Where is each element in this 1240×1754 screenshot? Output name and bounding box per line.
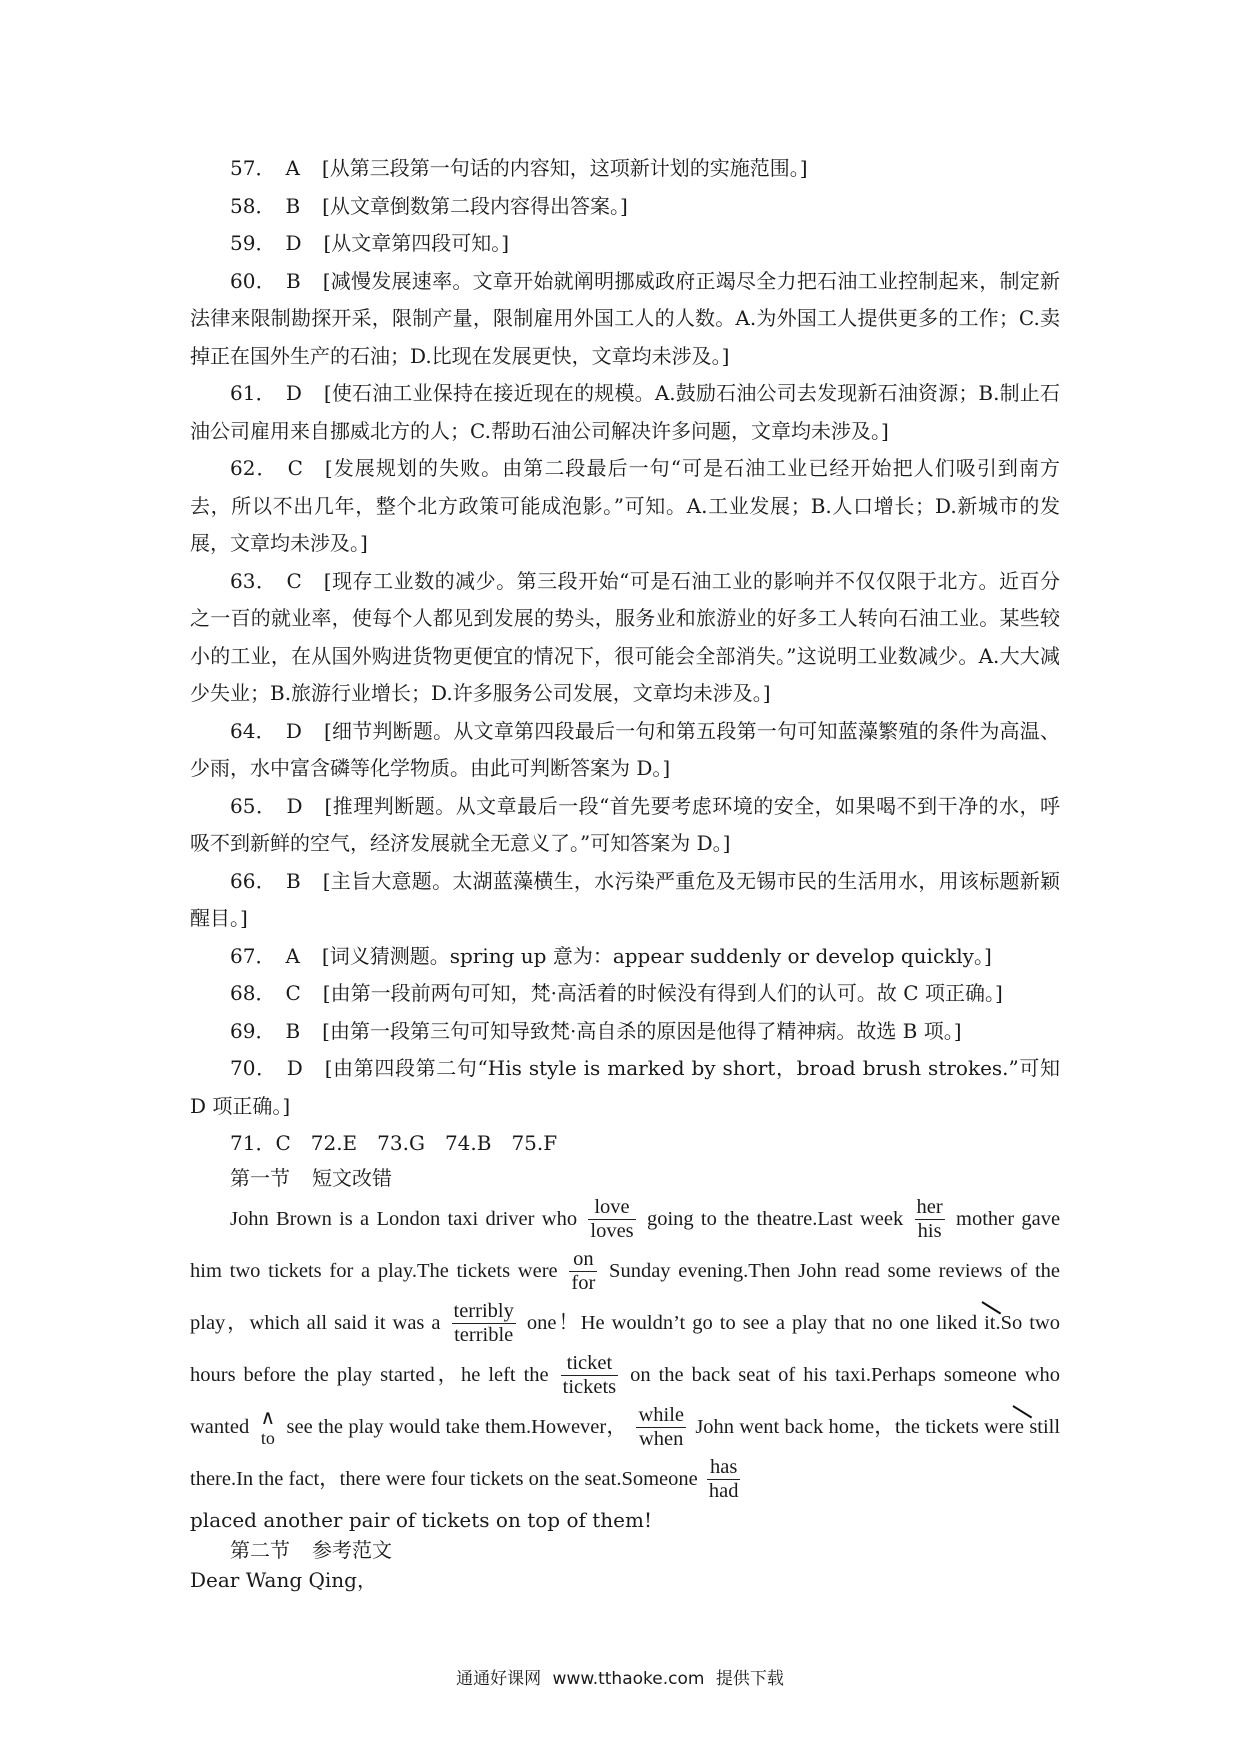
answer-item [190, 225, 1060, 263]
correction-original: while [638, 1404, 684, 1427]
answer-number: 69 [230, 1018, 256, 1043]
answer-item [190, 263, 1060, 376]
answer-separator: ． [255, 568, 277, 593]
passage-text: one！He wouldn’t go to see a play that no one liked [526, 1311, 978, 1334]
answer-number: 68 [230, 981, 256, 1005]
answer-letter: D [286, 793, 303, 818]
answer-item [190, 150, 1060, 188]
answer-key-content [190, 150, 1060, 1595]
answer-number: 62 [230, 456, 256, 480]
section-2-label: 第二节 [230, 1537, 290, 1562]
answer-letter: D [285, 231, 302, 255]
section-2-name: 参考范文 [312, 1537, 392, 1562]
answer-letter: D [285, 381, 302, 405]
correction-original: her [916, 1196, 943, 1219]
footer-note: 提供下载 [715, 1669, 784, 1689]
correction-fix: had [708, 1480, 739, 1503]
answer-letter: D [286, 1056, 303, 1080]
answer-number: 61 [230, 381, 256, 405]
answer-separator: ． [255, 868, 276, 893]
answer-letter: B [285, 193, 301, 218]
correction-fix: terrible [454, 1324, 514, 1347]
answer-explanation: [现存工业数的减少。第三段开始“可是石油工业的影响并不仅仅限于北方。近百分之一百的就业率，使每个人都见到发展的势头，服务业和旅游业的好多工人转向石油工业。某些较小的工业，在从国外购进货物更便宜的情况下，很可能会全部消失。”这说明工业数减少。A.大大减少失业；B.旅游行业增长；D.许多服务公司发展，文章均未涉及。] [190, 568, 1061, 705]
answer-item [190, 375, 1060, 450]
answer-letter: D [285, 718, 302, 743]
answer-separator: ． [255, 718, 276, 743]
correction-fix: his [917, 1220, 942, 1243]
answer-number: 66 [230, 868, 256, 893]
answer-separator: ． [255, 381, 276, 405]
answer-separator: ． [255, 156, 276, 180]
answer-letter: A [285, 156, 300, 180]
answer-explanation: [主旨大意题。太湖蓝藻横生，水污染严重危及无锡市民的生活用水，用该标题新颖醒目。] [190, 868, 1060, 930]
answer-explanation: [词义猜测题。spring up 意为：appear suddenly or develop quickly。] [321, 943, 992, 968]
answer-number: 60 [230, 268, 256, 293]
footer-site-name: 通通好课网 [456, 1669, 542, 1689]
correction-original: on [569, 1248, 597, 1272]
answer-list [190, 150, 1060, 1125]
insert-caret: ∧ [260, 1406, 276, 1429]
answer-letter: B [285, 868, 301, 893]
section-2-title [230, 1535, 1060, 1565]
letter-greeting: Dear Wang Qing， [190, 1567, 377, 1592]
correction-mark [561, 1352, 619, 1399]
answer-number: 70 [230, 1056, 256, 1080]
answer-item [190, 975, 1060, 1013]
correction-original: ticket [561, 1352, 619, 1376]
answer-item [190, 450, 1060, 563]
answer-number: 67 [230, 943, 256, 968]
answer-letter: A [285, 943, 300, 968]
answer-explanation: [减慢发展速率。文章开始就阐明挪威政府正竭尽全力把石油工业控制起来，制定新法律来限制勘探开采，限制产量，限制雇用外国工人的人数。A.为外国工人提供更多的工作；C.卖掉正在国外生产的石油；D.比现在发展更快，文章均未涉及。] [190, 268, 1060, 368]
correction-mark [915, 1196, 945, 1243]
answer-explanation: [由第一段第三句可知导致梵·高自杀的原因是他得了精神病。故选 B 项。] [322, 1018, 962, 1043]
answer-letter: C [287, 456, 303, 480]
answer-letter: B [285, 268, 301, 293]
passage-text: see the play would take them.However， [286, 1415, 628, 1438]
correction-fix: when [639, 1428, 684, 1451]
correction-original: terribly [453, 1300, 514, 1323]
answer-item [190, 188, 1060, 226]
passage-text: John went back home，the tickets wer [695, 1415, 1015, 1438]
answer-explanation: [从文章倒数第二段内容得出答案。] [322, 193, 628, 218]
answer-explanation: [由第四段第二句“His style is marked by short，broad brush strokes.”可知 D 项正确。] [190, 1056, 1061, 1118]
answer-separator: ． [255, 1056, 277, 1080]
correction-mark [707, 1456, 741, 1503]
answer-number: 64 [230, 718, 256, 743]
footer-url: www.tthaoke.com [552, 1669, 705, 1689]
answer-letter: B [285, 1018, 301, 1043]
answer-item [190, 713, 1060, 788]
answer-number: 58 [230, 193, 256, 218]
correction-mark [588, 1196, 635, 1243]
correction-original: has [707, 1456, 741, 1480]
answer-item [190, 938, 1060, 976]
answer-explanation: [由第一段前两句可知，梵·高活着的时候没有得到人们的认可。故 C 项正确。] [322, 981, 1003, 1005]
correction-fix: tickets [562, 1376, 617, 1399]
passage-text: .So two hours before the play started，he left the [190, 1311, 1061, 1386]
answer-explanation: [细节判断题。从文章第四段最后一句和第五段第一句可知蓝藻繁殖的条件为高温、少雨，水中富含磷等化学物质。由此可判断答案为 D。] [190, 718, 1061, 780]
correction-original: love [588, 1196, 635, 1220]
answer-separator: ． [255, 1018, 276, 1043]
section-1-name: 短文改错 [312, 1165, 392, 1190]
answer-item [190, 1013, 1060, 1051]
answer-separator: ． [255, 193, 276, 218]
answer-separator: ． [255, 981, 276, 1005]
error-correction-passage [190, 1193, 1060, 1505]
answer-item [190, 863, 1060, 938]
answer-separator: ． [255, 456, 278, 480]
passage-last-line: placed another pair of tickets on top of them! [190, 1507, 653, 1532]
answer-explanation: [推理判断题。从文章最后一段“首先要考虑环境的安全，如果喝不到干净的水，呼吸不到新鲜的空气，经济发展就全无意义了。”可知答案为 D。] [190, 793, 1061, 855]
passage-text: still there.In the fact，there were four tickets on the seat.Someone [190, 1415, 1061, 1490]
answer-separator: ． [255, 231, 276, 255]
answer-explanation: [从第三段第一句话的内容知，这项新计划的实施范围。] [321, 156, 808, 180]
answer-item [190, 1050, 1060, 1125]
answer-number: 57 [230, 156, 256, 180]
answer-number: 65 [230, 793, 256, 818]
section-1-title [230, 1163, 1060, 1193]
answer-letter: C [285, 981, 301, 1005]
answer-item [190, 788, 1060, 863]
passage-text: going to the theatre.Last week [646, 1207, 904, 1230]
answer-explanation: [发展规划的失败。由第二段最后一句“可是石油工业已经开始把人们吸引到南方去，所以不出几年，整个北方政策可能成泡影。”可知。A.工业发展；B.人口增长；D.新城市的发展，文章均未涉及。] [190, 456, 1061, 555]
passage-text: on the back seat of his taxi.Perhaps someone who wanted [190, 1363, 1061, 1438]
correction-fix: for [571, 1272, 596, 1295]
deleted-word: it [984, 1297, 995, 1349]
insertion-mark [261, 1408, 276, 1448]
answer-explanation: [从文章第四段可知。] [323, 231, 510, 255]
answer-explanation: [使石油工业保持在接近现在的规模。A.鼓励石油公司去发现新石油资源；B.制止石油公司雇用来自挪威北方的人；C.帮助石油公司解决许多问题，文章均未涉及。] [190, 381, 1060, 443]
passage-text: John Brown is a London taxi driver who [230, 1207, 578, 1230]
answer-separator: ． [255, 943, 276, 968]
correction-fix: loves [590, 1220, 634, 1243]
page-footer [0, 1664, 1240, 1689]
answer-71-75: 71．C 72.E 73.G 74.B 75.F [230, 1131, 558, 1155]
answer-separator: ． [255, 793, 277, 818]
inserted-word: to [260, 1427, 275, 1448]
answer-number: 59 [230, 231, 256, 255]
correction-mark [569, 1248, 597, 1295]
section-1-label: 第一节 [230, 1165, 290, 1190]
answer-letter: C [286, 568, 302, 593]
answer-number: 63 [230, 568, 256, 593]
answer-separator: ． [255, 268, 276, 293]
answer-item [190, 563, 1060, 713]
correction-mark [636, 1404, 686, 1451]
passage-text: Sunday evening.Then John read some reviews of the play，which all said it was a [190, 1259, 1061, 1334]
deleted-letter: e [1015, 1401, 1024, 1453]
correction-mark [452, 1300, 516, 1347]
passage-text: mother gave him two tickets for a play.The tickets were [190, 1207, 1061, 1282]
